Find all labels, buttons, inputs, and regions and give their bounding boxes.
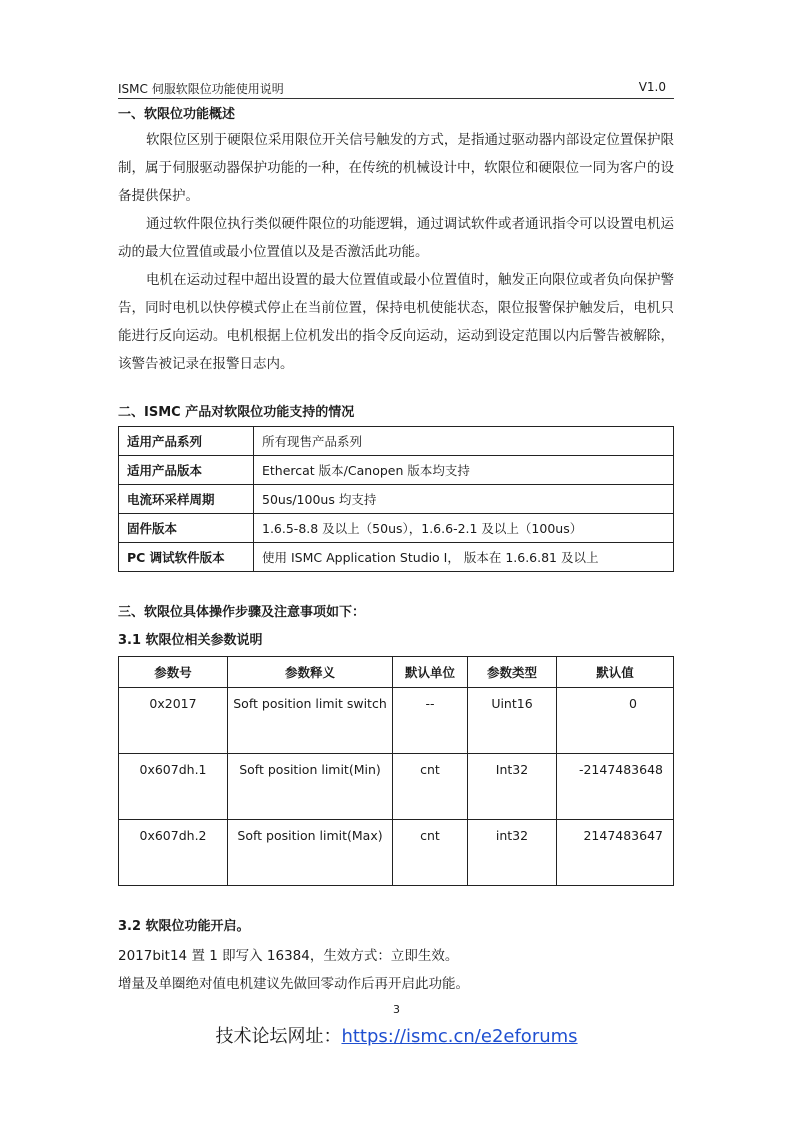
page-header — [118, 78, 674, 99]
forum-link[interactable]: https://ismc.cn/e2eforums — [341, 1026, 578, 1047]
table-row — [119, 688, 674, 754]
param-type: Uint16 — [468, 688, 557, 754]
param-unit: -- — [393, 688, 468, 754]
table-row — [119, 427, 674, 456]
support-value: Ethercat 版本/Canopen 版本均支持 — [254, 456, 674, 485]
param-id: 0x2017 — [119, 688, 228, 754]
section1-paragraph: 通过软件限位执行类似硬件限位的功能逻辑，通过调试软件或者通讯指令可以设置电机运动的最大位置值或最小位置值以及是否激活此功能。 — [118, 216, 674, 260]
table-row — [119, 543, 674, 572]
support-key: 适用产品系列 — [119, 427, 254, 456]
column-header: 默认值 — [557, 657, 674, 688]
param-desc: Soft position limit(Max) — [228, 820, 393, 886]
column-header: 参数号 — [119, 657, 228, 688]
table-row — [119, 514, 674, 543]
param-type: int32 — [468, 820, 557, 886]
param-unit: cnt — [393, 820, 468, 886]
section1-paragraph: 电机在运动过程中超出设置的最大位置值或最小位置值时，触发正向限位或者负向保护警告，同时电机以快停模式停止在当前位置，保持电机使能状态，限位报警保护触发后，电机只能进行反向运动。电机根据上位机发出的指令反向运动，运动到设定范围以内后警告被解除，该警告被记录在报警日志内。 — [118, 272, 674, 372]
section2-title: 二、ISMC 产品对软限位功能支持的情况 — [118, 405, 355, 420]
forum-footer — [0, 1022, 793, 1048]
param-desc: Soft position limit switch — [228, 688, 393, 754]
page-number: 3 — [393, 1003, 400, 1016]
param-desc: Soft position limit(Min) — [228, 754, 393, 820]
param-id: 0x607dh.1 — [119, 754, 228, 820]
param-type: Int32 — [468, 754, 557, 820]
support-key: 电流环采样周期 — [119, 485, 254, 514]
forum-label: 技术论坛网址： — [215, 1026, 342, 1047]
support-table — [118, 426, 674, 572]
support-key: PC 调试软件版本 — [119, 543, 254, 572]
section3-1-title: 3.1 软限位相关参数说明 — [118, 633, 263, 648]
document-body — [118, 104, 674, 998]
support-value: 使用 ISMC Application Studio I， 版本在 1.6.6.81 及以上 — [254, 543, 674, 572]
table-row — [119, 820, 674, 886]
section3-title: 三、软限位具体操作步骤及注意事项如下： — [118, 605, 366, 620]
support-value: 1.6.5-8.8 及以上（50us），1.6.6-2.1 及以上（100us） — [254, 514, 674, 543]
section3-2-title: 3.2 软限位功能开启。 — [118, 919, 250, 934]
param-id: 0x607dh.2 — [119, 820, 228, 886]
table-header-row — [119, 657, 674, 688]
column-header: 默认单位 — [393, 657, 468, 688]
param-default: -2147483648 — [557, 754, 674, 820]
param-default: 0 — [557, 688, 674, 754]
table-row — [119, 456, 674, 485]
support-value: 50us/100us 均支持 — [254, 485, 674, 514]
table-row — [119, 485, 674, 514]
support-key: 适用产品版本 — [119, 456, 254, 485]
column-header: 参数释义 — [228, 657, 393, 688]
support-key: 固件版本 — [119, 514, 254, 543]
section1-paragraph: 软限位区别于硬限位采用限位开关信号触发的方式，是指通过驱动器内部设定位置保护限制，属于伺服驱动器保护功能的一种，在传统的机械设计中，软限位和硬限位一同为客户的设备提供保护。 — [118, 132, 674, 204]
section1-title: 一、软限位功能概述 — [118, 107, 236, 122]
header-version: V1.0 — [638, 80, 666, 94]
param-unit: cnt — [393, 754, 468, 820]
body-line: 2017bit14 置 1 即写入 16384，生效方式：立即生效。 — [118, 948, 459, 964]
parameter-table — [118, 656, 674, 886]
column-header: 参数类型 — [468, 657, 557, 688]
header-title: ISMC 伺服软限位功能使用说明 — [118, 82, 284, 96]
body-line: 增量及单圈绝对值电机建议先做回零动作后再开启此功能。 — [118, 976, 469, 992]
param-default: 2147483647 — [557, 820, 674, 886]
table-row — [119, 754, 674, 820]
support-value: 所有现售产品系列 — [254, 427, 674, 456]
